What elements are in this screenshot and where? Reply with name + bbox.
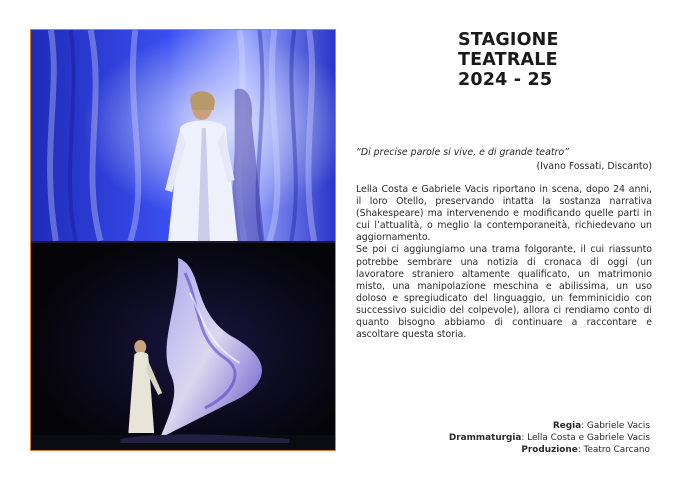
stage-photo-bottom-illustration xyxy=(31,243,335,451)
credit-director-value: : Gabriele Vacis xyxy=(581,421,650,431)
quote-attribution: (Ivano Fossati, Discanto) xyxy=(536,160,652,172)
quote-text: “Di precise parole si vive, e di grande teatro” xyxy=(356,147,569,158)
credit-production xyxy=(350,444,650,456)
description-paragraph-2: Se poi ci aggiungiamo una trama folgorante, il cui riassunto potrebbe sembrare una notizia di cronaca di oggi (un lavoratore straniero altamente qualificato, un matrimonio misto, una manipolazione meschina e abilissima, un uso doloso e spregiudicato del linguaggio, un femminicidio con successivo suicidio del colpevole), allora ci rendiamo conto di quanto bisogno abbiamo di continuare a raccontare e ascoltare questa storia. xyxy=(356,244,652,341)
description-paragraph-1: Lella Costa e Gabriele Vacis riportano in scena, dopo 24 anni, il loro Otello, preservando intatta la sostanza narrativa (Shakespeare) ma intervenendo e modificando quelle parti in cui l’attualità, o meglio la contemporaneità, richiedevano un aggiornamento. xyxy=(356,184,652,244)
season-line-2: TEATRALE xyxy=(458,50,558,70)
credits xyxy=(350,420,650,457)
credit-dramaturgy-value: : Lella Costa e Gabriele Vacis xyxy=(521,433,650,444)
stage-photo-top-illustration xyxy=(31,30,335,241)
quote-block xyxy=(356,146,652,173)
stage-photo-bottom xyxy=(31,243,335,451)
season-line-3: 2024 - 25 xyxy=(458,70,553,90)
credit-production-value: : Teatro Carcano xyxy=(577,445,650,456)
credit-production-label: Produzione xyxy=(521,445,578,456)
season-title xyxy=(458,30,559,90)
credit-dramaturgy xyxy=(350,432,650,444)
description xyxy=(356,184,652,341)
season-line-1: STAGIONE xyxy=(458,30,559,50)
credit-dramaturgy-label: Drammaturgia xyxy=(448,433,522,444)
stage-photo-top xyxy=(31,30,335,241)
credit-director-label: Regia xyxy=(552,421,582,431)
credit-director xyxy=(350,420,650,432)
photo-frame xyxy=(30,29,336,451)
